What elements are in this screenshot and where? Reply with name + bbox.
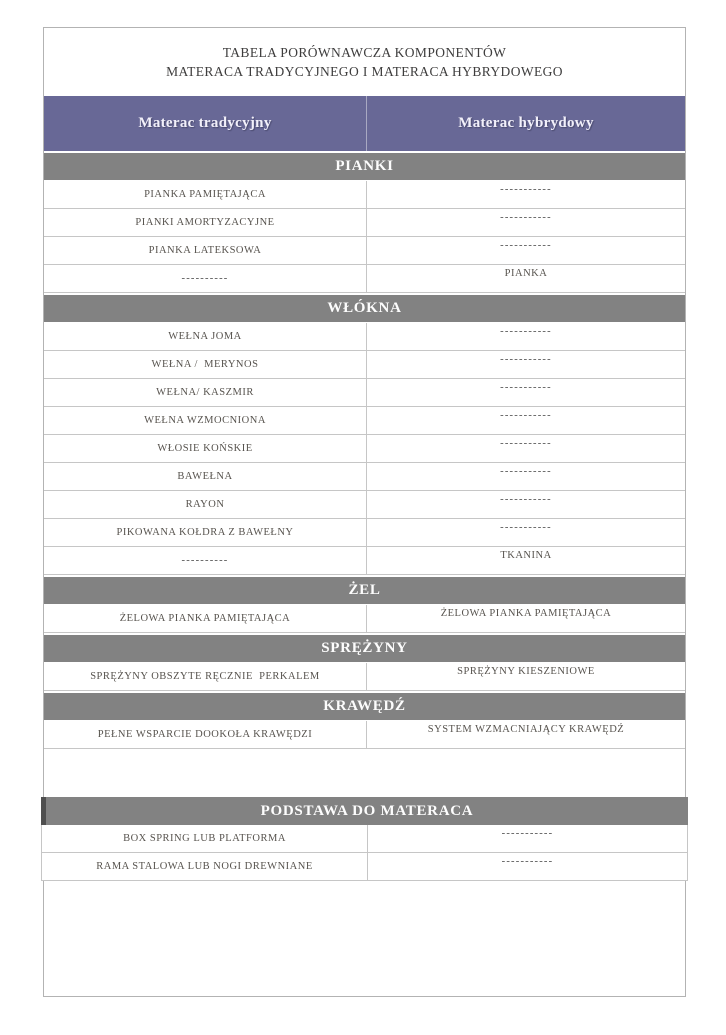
- cell-text: RAYON: [185, 499, 225, 510]
- cell-traditional: [44, 519, 367, 546]
- cell-traditional: [44, 435, 367, 462]
- cell-traditional: [44, 407, 367, 434]
- cell-traditional: [44, 491, 367, 518]
- document-title-line1: TABELA PORÓWNAWCZA KOMPONENTÓW: [222, 45, 507, 60]
- cell-text: WEŁNA JOMA: [168, 331, 242, 342]
- whitespace-gap: [44, 749, 685, 797]
- table-row: [44, 407, 685, 435]
- cell-text: RAMA STALOWA LUB NOGI DREWNIANE: [96, 861, 313, 872]
- cell-text: SPRĘŻYNY KIESZENIOWE: [457, 666, 595, 677]
- cell-text: WŁOSIE KOŃSKIE: [157, 443, 253, 454]
- dash-placeholder: -----------: [500, 410, 552, 421]
- dash-placeholder: -----------: [500, 326, 552, 337]
- cell-text: TKANINA: [500, 550, 552, 561]
- cell-traditional: [42, 853, 368, 880]
- cell-hybrid: [367, 547, 685, 574]
- dash-placeholder: -----------: [500, 494, 552, 505]
- table-row: [41, 853, 688, 881]
- table-row: [44, 519, 685, 547]
- dash-placeholder: -----------: [500, 212, 552, 223]
- table-row: [44, 351, 685, 379]
- dash-placeholder: -----------: [500, 382, 552, 393]
- cell-hybrid: [367, 407, 685, 434]
- cell-text: SPRĘŻYNY OBSZYTE RĘCZNIE PERKALEM: [90, 671, 320, 682]
- dash-placeholder: -----------: [500, 466, 552, 477]
- section-header-zel: ŻEL: [44, 577, 685, 604]
- section-header-podstawa: PODSTAWA DO MATERACA: [41, 797, 688, 825]
- cell-text: PIANKI AMORTYZACYJNE: [135, 217, 275, 228]
- table-row: [44, 237, 685, 265]
- document-page: [43, 27, 686, 997]
- table-column-header-row: [44, 96, 685, 151]
- cell-traditional: [44, 351, 367, 378]
- cell-hybrid: [367, 435, 685, 462]
- dash-placeholder: -----------: [500, 240, 552, 251]
- cell-text: PIKOWANA KOŁDRA Z BAWEŁNY: [116, 527, 294, 538]
- cell-traditional: [44, 265, 367, 292]
- table-row: [44, 265, 685, 293]
- cell-traditional: [44, 209, 367, 236]
- cell-text: BOX SPRING LUB PLATFORMA: [123, 833, 286, 844]
- dash-placeholder: -----------: [501, 856, 554, 867]
- table-row: [44, 605, 685, 633]
- table-row: [44, 181, 685, 209]
- base-table: [41, 797, 688, 881]
- cell-traditional: [44, 663, 367, 690]
- cell-hybrid: [368, 825, 687, 852]
- cell-text: SYSTEM WZMACNIAJĄCY KRAWĘDŹ: [427, 724, 625, 735]
- dash-placeholder: ----------: [181, 555, 229, 566]
- dash-placeholder: -----------: [500, 522, 552, 533]
- cell-text: ŻELOWA PIANKA PAMIĘTAJĄCA: [440, 608, 612, 619]
- section-header-wlokna: WŁÓKNA: [44, 295, 685, 322]
- cell-hybrid: [367, 323, 685, 350]
- table-row: [44, 323, 685, 351]
- cell-text: BAWEŁNA: [177, 471, 233, 482]
- cell-text: WEŁNA / MERYNOS: [151, 359, 259, 370]
- cell-hybrid: [367, 265, 685, 292]
- cell-hybrid: [367, 463, 685, 490]
- dash-placeholder: ----------: [181, 273, 229, 284]
- cell-hybrid: [367, 209, 685, 236]
- document-title: [44, 28, 685, 96]
- cell-hybrid: [367, 605, 685, 632]
- cell-traditional: [44, 379, 367, 406]
- table-row: [44, 663, 685, 691]
- dash-placeholder: -----------: [500, 438, 552, 449]
- column-header-hybrid: Materac hybrydowy: [458, 115, 594, 131]
- table-row: [44, 379, 685, 407]
- cell-traditional: [44, 721, 367, 748]
- cell-traditional: [44, 181, 367, 208]
- column-header-traditional: Materac tradycyjny: [44, 96, 367, 151]
- cell-hybrid: [367, 519, 685, 546]
- section-header-sprezyny: SPRĘŻYNY: [44, 635, 685, 662]
- cell-hybrid: [367, 663, 685, 690]
- table-row: [44, 463, 685, 491]
- section-header-krawedz: KRAWĘDŹ: [44, 693, 685, 720]
- section-header-pianki: PIANKI: [44, 153, 685, 180]
- cell-text: ŻELOWA PIANKA PAMIĘTAJĄCA: [119, 613, 291, 624]
- cell-text: WEŁNA/ KASZMIR: [156, 387, 254, 398]
- cell-hybrid: [367, 351, 685, 378]
- cell-text: PIANKA LATEKSOWA: [148, 245, 262, 256]
- cell-text: PIANKA PAMIĘTAJĄCA: [144, 189, 266, 200]
- table-row: [44, 547, 685, 575]
- cell-text: PEŁNE WSPARCIE DOOKOŁA KRAWĘDZI: [97, 729, 313, 740]
- cell-traditional: [44, 323, 367, 350]
- table-row: [44, 491, 685, 519]
- cell-traditional: [42, 825, 368, 852]
- cell-hybrid: [367, 379, 685, 406]
- cell-hybrid: [367, 181, 685, 208]
- table-row: [44, 721, 685, 749]
- cell-hybrid: [367, 721, 685, 748]
- cell-traditional: [44, 237, 367, 264]
- dash-placeholder: -----------: [501, 828, 554, 839]
- table-row: [44, 209, 685, 237]
- dash-placeholder: -----------: [500, 184, 552, 195]
- table-row: [41, 825, 688, 853]
- cell-traditional: [44, 547, 367, 574]
- cell-hybrid: [367, 491, 685, 518]
- cell-text: PIANKA: [504, 268, 548, 279]
- dash-placeholder: -----------: [500, 354, 552, 365]
- table-row: [44, 435, 685, 463]
- document-title-line2: MATERACA TRADYCYJNEGO I MATERACA HYBRYDOWEGO: [166, 64, 563, 79]
- cell-traditional: [44, 605, 367, 632]
- cell-text: WEŁNA WZMOCNIONA: [144, 415, 266, 426]
- cell-traditional: [44, 463, 367, 490]
- cell-hybrid: [368, 853, 687, 880]
- cell-hybrid: [367, 237, 685, 264]
